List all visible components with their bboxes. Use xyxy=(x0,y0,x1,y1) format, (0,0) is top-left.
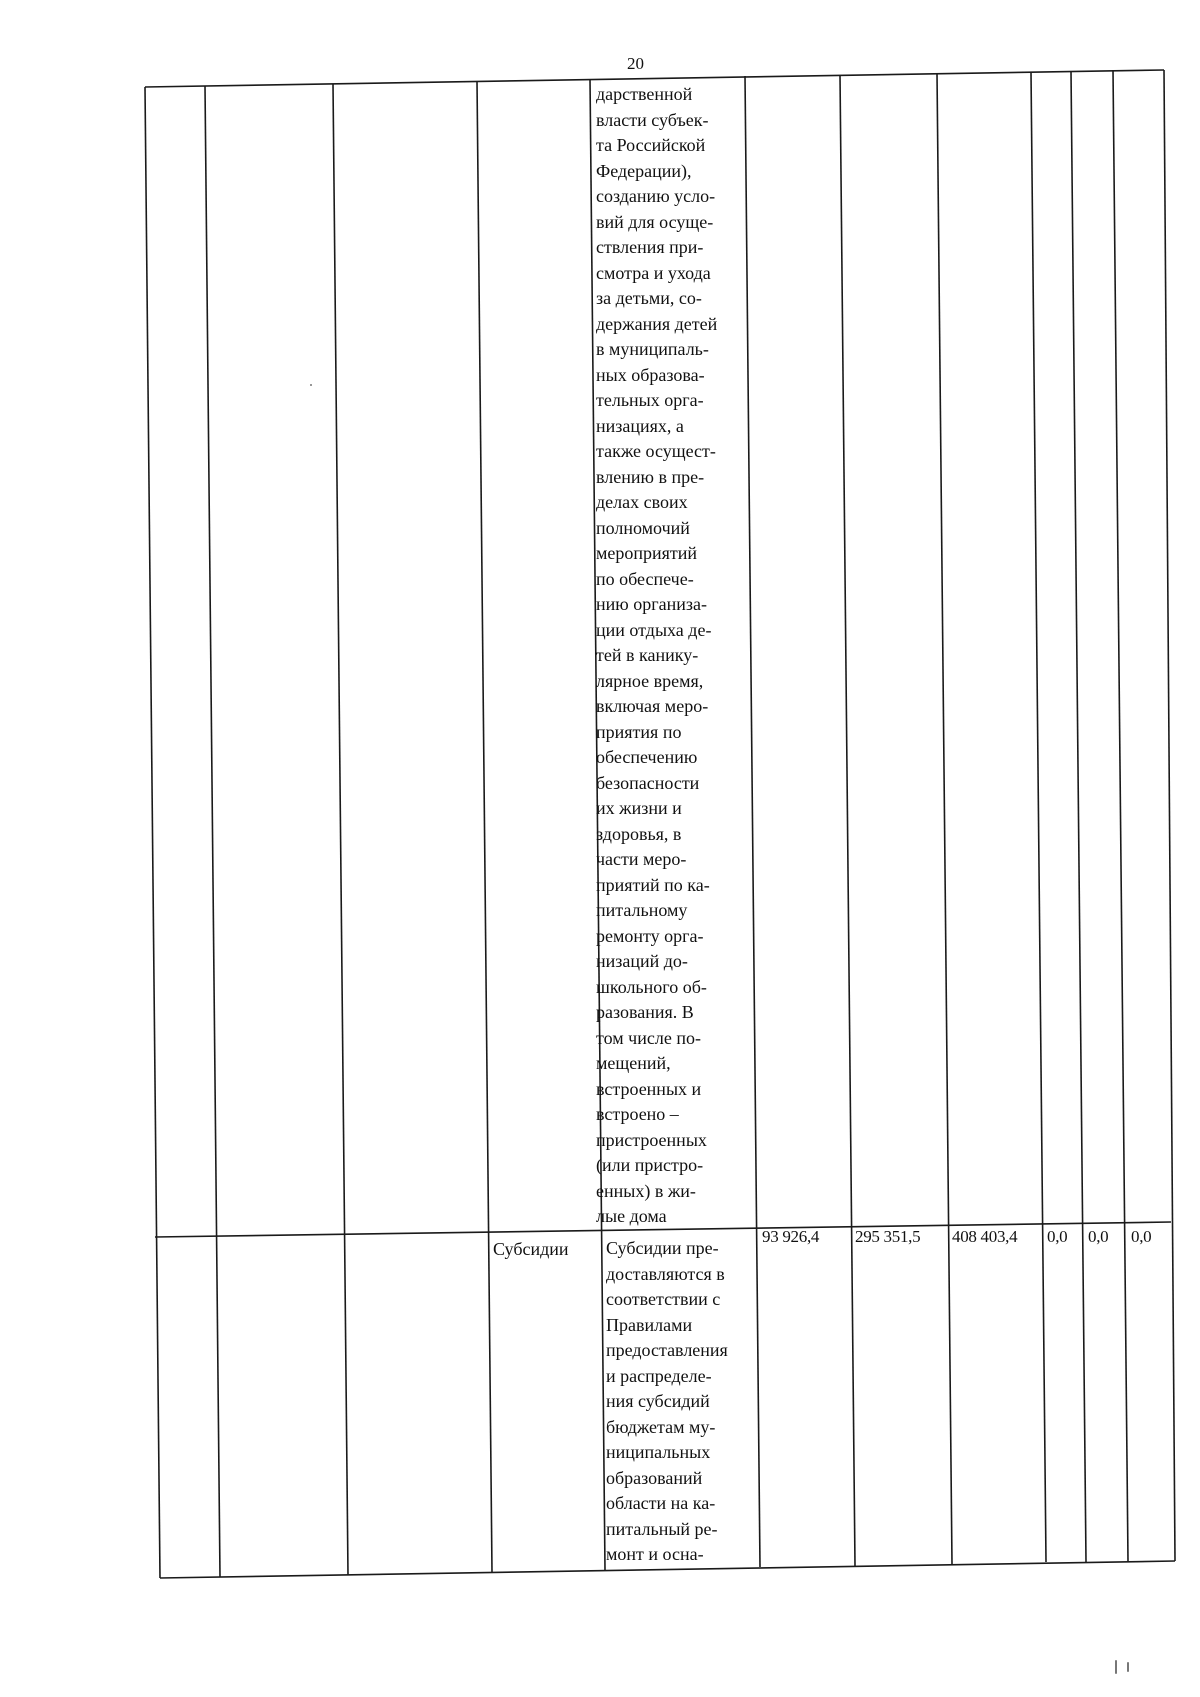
description-line: по обеспече- xyxy=(596,568,694,589)
description-line: енных) в жи- xyxy=(596,1180,696,1201)
row2-value-1: 93 926,4 xyxy=(762,1227,820,1246)
description-line: безопасности xyxy=(596,772,700,793)
scan-speck xyxy=(310,384,312,386)
row2-value-2: 295 351,5 xyxy=(855,1227,921,1246)
description-line: смотра и ухода xyxy=(596,262,711,283)
description-line: ниципальных xyxy=(606,1442,711,1462)
description-line: за детьми, со- xyxy=(596,288,702,308)
description-line: ния субсидий xyxy=(606,1391,710,1411)
description-line: образований xyxy=(606,1467,703,1488)
description-line: держания детей xyxy=(596,313,718,334)
description-line: разования. В xyxy=(596,1002,694,1022)
description-line: низаций до- xyxy=(596,951,688,971)
row2-value-4: 0,0 xyxy=(1047,1227,1068,1246)
description-line: области на ка- xyxy=(606,1493,716,1513)
description-line: встроенных и xyxy=(596,1078,702,1099)
description-line: бюджетам му- xyxy=(606,1416,716,1437)
description-line: здоровья, в xyxy=(596,823,682,844)
description-line: приятий по ка- xyxy=(596,874,710,895)
description-line: низациях, а xyxy=(596,415,684,436)
description-line: приятия по xyxy=(596,721,682,742)
description-line: питальному xyxy=(596,900,688,920)
description-line: лые дома xyxy=(596,1206,667,1226)
description-line: обеспечению xyxy=(596,747,698,767)
description-line: власти субъек- xyxy=(596,109,709,130)
description-line: та Российской xyxy=(596,135,706,155)
description-line: ных образова- xyxy=(596,364,705,385)
description-line: тей в канику- xyxy=(596,645,699,665)
description-line: ствления при- xyxy=(596,237,704,257)
scan-speck xyxy=(1127,1662,1129,1672)
description-line: питальный ре- xyxy=(606,1518,718,1539)
description-line: тельных орга- xyxy=(596,390,704,410)
row1-description xyxy=(596,82,717,1230)
description-line: также осущест- xyxy=(596,441,716,461)
description-line: Правилами xyxy=(606,1314,693,1335)
description-line: соответствии с xyxy=(606,1289,721,1309)
description-line: части меро- xyxy=(596,849,687,869)
description-line: ции отдыха де- xyxy=(596,619,712,640)
description-line: лярное время, xyxy=(596,670,704,691)
row2-description xyxy=(606,1236,728,1568)
description-line: (или пристро- xyxy=(596,1155,704,1175)
row2-value-5: 0,0 xyxy=(1088,1227,1109,1246)
description-line: пристроенных xyxy=(596,1129,707,1150)
description-line: вий для осуще- xyxy=(596,211,714,232)
description-line: созданию усло- xyxy=(596,186,716,206)
scan-speck xyxy=(1115,1660,1117,1674)
row2-value-6: 0,0 xyxy=(1131,1227,1152,1246)
description-line: включая меро- xyxy=(596,696,709,716)
description-line: ремонту орга- xyxy=(596,925,704,946)
description-line: влению в пре- xyxy=(596,466,705,487)
description-line: нию организа- xyxy=(596,594,707,614)
description-line: полномочий xyxy=(596,517,690,538)
row2-value-3: 408 403,4 xyxy=(952,1227,1018,1246)
description-line: их жизни и xyxy=(596,798,682,818)
description-line: Субсидии пре- xyxy=(606,1238,719,1258)
description-line: том числе по- xyxy=(596,1027,701,1048)
row2-type: Субсидии xyxy=(493,1239,569,1259)
description-line: встроено – xyxy=(596,1104,679,1124)
description-line: и распределе- xyxy=(606,1365,712,1386)
description-line: мероприятий xyxy=(596,543,698,563)
description-line: дарственной xyxy=(596,84,693,104)
description-line: в муниципаль- xyxy=(596,339,709,359)
description-line: Федерации), xyxy=(596,160,692,181)
description-line: доставляются в xyxy=(606,1263,725,1284)
description-line: делах своих xyxy=(596,492,688,512)
description-line: школьного об- xyxy=(596,976,707,997)
description-line: мещений, xyxy=(596,1053,671,1073)
page-number: 20 xyxy=(627,54,644,73)
description-line: предоставления xyxy=(606,1340,728,1360)
description-line: монт и осна- xyxy=(606,1544,704,1564)
